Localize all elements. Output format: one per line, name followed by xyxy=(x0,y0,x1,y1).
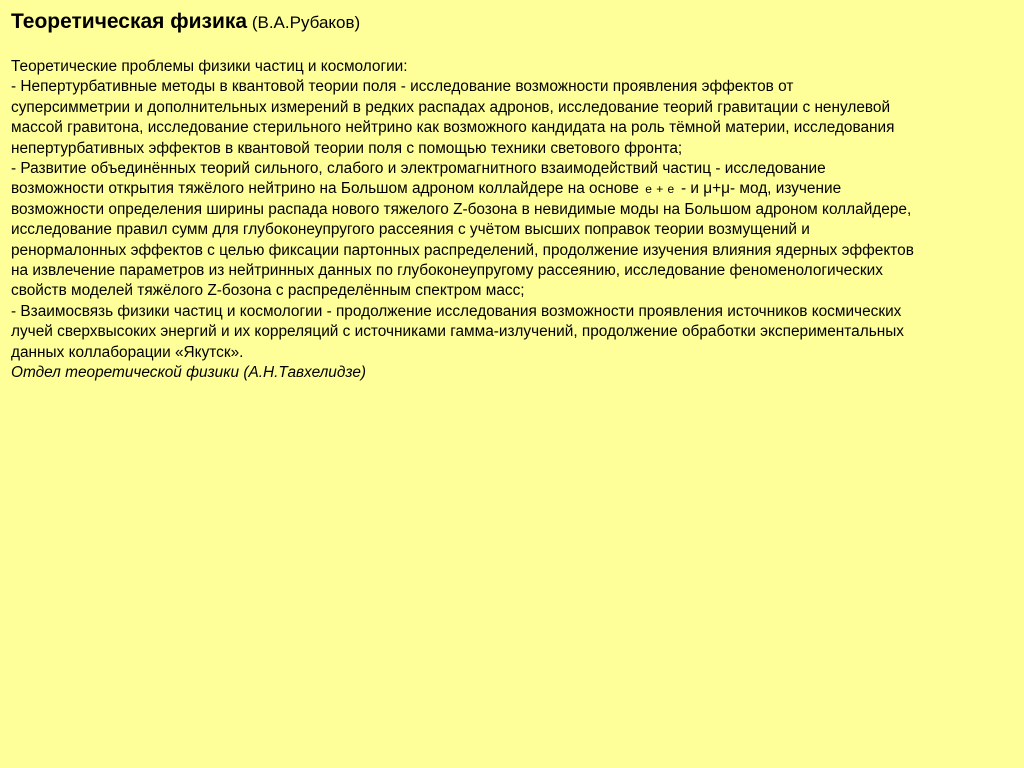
text-line: исследование правил сумм для глубоконеупругого рассеяния с учётом высших поправок теории возмущений и xyxy=(11,221,810,239)
page-title: Теоретическая физика xyxy=(11,10,248,33)
text-line: непертурбативных эффектов в квантовой теории поля с помощью техники светового фронта; xyxy=(11,139,683,157)
text-segment: возможности открытия тяжёлого нейтрино на Большом адроном коллайдере на основе xyxy=(11,180,644,198)
title-author: (В.А.Рубаков) xyxy=(247,13,361,32)
formula-ee: e + e xyxy=(645,182,675,197)
title-row xyxy=(11,8,1011,38)
text-segment: - и μ+μ- мод, изучение xyxy=(676,180,842,198)
text-line: массой гравитона, исследование стерильного нейтрино как возможного кандидата на роль тёмной материи, исследования xyxy=(11,119,895,137)
text-line: возможности определения ширины распада нового тяжелого Z-бозона в невидимые моды на Большом адроном коллайдере, xyxy=(11,200,912,218)
text-line: лучей сверхвысоких энергий и их корреляций с источниками гамма-излучений, продолжение обработки экспериментальных xyxy=(11,323,904,341)
text-line-formula xyxy=(11,179,1016,199)
text-line: - Непертурбативные методы в квантовой теории поля - исследование возможности проявления эффектов от xyxy=(11,78,794,96)
content-body xyxy=(11,57,1016,384)
text-line: свойств моделей тяжёлого Z-бозона с распределённым спектром масс; xyxy=(11,282,525,300)
text-line: на извлечение параметров из нейтринных данных по глубоконеупругому рассеянию, исследование феноменологических xyxy=(11,262,883,280)
text-line: ренормалонных эффектов с целью фиксации партонных распределений, продолжение изучения влияния ядерных эффектов xyxy=(11,241,914,259)
text-line: данных коллаборации «Якутск». xyxy=(11,343,244,361)
text-line: суперсимметрии и дополнительных измерений в редких распадах адронов, исследование теорий гравитации с ненулевой xyxy=(11,98,891,116)
department-line: Отдел теоретической физики (А.Н.Тавхелидзе) xyxy=(11,364,367,382)
text-line: - Взаимосвязь физики частиц и космологии - продолжение исследования возможности проявления источников космических xyxy=(11,302,902,320)
text-line: - Развитие объединённых теорий сильного, слабого и электромагнитного взаимодействий частиц - исследование xyxy=(11,160,826,178)
text-line: Теоретические проблемы физики частиц и космологии: xyxy=(11,58,408,75)
